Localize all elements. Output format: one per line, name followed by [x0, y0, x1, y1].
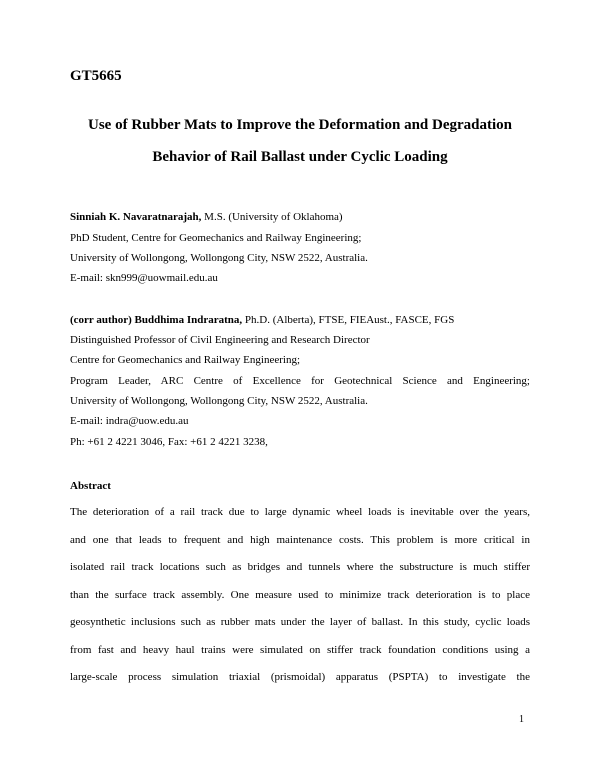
abstract-line: from fast and heavy haul trains were simulated on stiffer track foundation conditions using a — [70, 644, 530, 656]
abstract-heading: Abstract — [70, 480, 111, 492]
author1-email: E-mail: skn999@uowmail.edu.au — [70, 272, 218, 284]
author2-degree: Ph.D. (Alberta), FTSE, FIEAust., FASCE, FGS — [242, 314, 455, 326]
author2-phone-fax: Ph: +61 2 4221 3046, Fax: +61 2 4221 3238, — [70, 436, 268, 448]
author2-address-line: University of Wollongong, Wollongong City, NSW 2522, Australia. — [70, 395, 368, 407]
author2-heading — [70, 313, 454, 327]
author2-email: E-mail: indra@uow.edu.au — [70, 415, 189, 427]
paper-title-line-1: Use of Rubber Mats to Improve the Deformation and Degradation — [88, 117, 512, 133]
author1-degree: M.S. (University of Oklahoma) — [201, 211, 343, 223]
abstract-line: than the surface track assembly. One measure used to minimize track deterioration is to place — [70, 589, 530, 601]
author2-name: (corr author) Buddhima Indraratna, — [70, 314, 243, 326]
author2-program-line: Program Leader, ARC Centre of Excellence for Geotechnical Science and Engineering; — [70, 375, 530, 387]
author2-centre-line: Centre for Geomechanics and Railway Engineering; — [70, 354, 301, 366]
page-number: 1 — [519, 714, 524, 725]
author1-name: Sinniah K. Navaratnarajah, — [70, 211, 202, 223]
author2-position-line: Distinguished Professor of Civil Engineering and Research Director — [70, 334, 370, 346]
author1-address-line: University of Wollongong, Wollongong City, NSW 2522, Australia. — [70, 252, 368, 264]
abstract-line: large-scale process simulation triaxial (prismoidal) apparatus (PSPTA) to investigate the — [70, 671, 530, 683]
paper-code: GT5665 — [70, 68, 122, 84]
abstract-line: and one that leads to frequent and high maintenance costs. This problem is more critical in — [70, 534, 530, 546]
abstract-line: The deterioration of a rail track due to large dynamic wheel loads is inevitable over the years, — [70, 506, 530, 518]
paper-title-line-2: Behavior of Rail Ballast under Cyclic Loading — [152, 149, 448, 165]
author1-heading — [70, 210, 343, 224]
author1-affiliation-line: PhD Student, Centre for Geomechanics and Railway Engineering; — [70, 232, 362, 244]
abstract-line: geosynthetic inclusions such as rubber mats under the layer of ballast. In this study, cyclic loads — [70, 616, 530, 628]
abstract-line: isolated rail track locations such as bridges and tunnels where the substructure is much stiffer — [70, 561, 530, 573]
